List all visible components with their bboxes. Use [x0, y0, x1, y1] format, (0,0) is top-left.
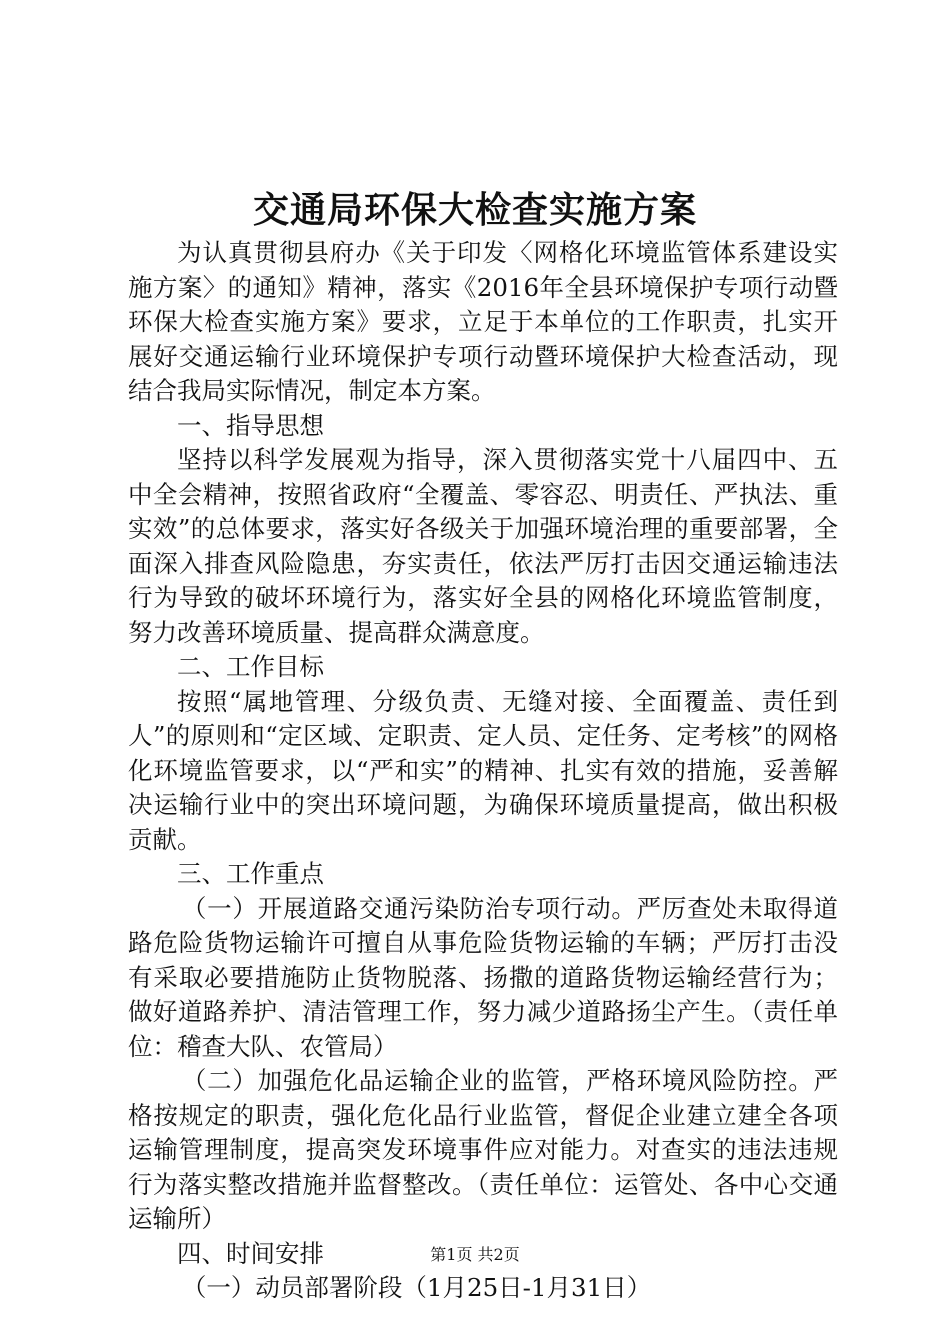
page-footer: 第1页 共2页 — [430, 1245, 520, 1264]
work-goals-paragraph: 按照“属地管理、分级负责、无缝对接、全面覆盖、责任到人”的原则和“定区域、定职责、定人员、定任务、定考核”的网格化环境监管要求，以“严和实”的精神、扎实有效的措施，妥善解决运输行业中的突出环境问题，为确保环境质量提高，做出积极贡献。 — [128, 686, 838, 854]
document-title: 交通局环保大检查实施方案 — [252, 189, 697, 231]
document-body — [128, 236, 838, 1306]
section-heading-schedule: 四、时间安排 — [177, 1238, 324, 1268]
schedule-item-1: （一）动员部署阶段（1月25日-1月31日） — [181, 1273, 652, 1302]
work-focus-item-1: （一）开展道路交通污染防治专项行动。严厉查处未取得道路危险货物运输许可擅自从事危险货物运输的车辆；严厉打击没有采取必要措施防止货物脱落、扬撒的道路货物运输经营行为；做好道路养护、清洁管理工作，努力减少道路扬尘产生。（责任单位：稽查大队、农管局） — [128, 893, 838, 1061]
guiding-ideology-paragraph: 坚持以科学发展观为指导，深入贯彻落实党十八届四中、五中全会精神，按照省政府“全覆盖、零容忍、明责任、严执法、重实效”的总体要求，落实好各级关于加强环境治理的重要部署，全面深入排查风险隐患，夯实责任，依法严厉打击因交通运输违法行为导致的破坏环境行为，落实好全县的网格化环境监管制度，努力改善环境质量、提高群众满意度。 — [128, 445, 838, 647]
work-focus-item-2: （二）加强危化品运输企业的监管，严格环境风险防控。严格按规定的职责，强化危化品行业监管，督促企业建立建全各项运输管理制度，提高突发环境事件应对能力。对查实的违法违规行为落实整改措施并监督整改。（责任单位：运管处、各中心交通运输所） — [128, 1066, 838, 1233]
intro-paragraph: 为认真贯彻县府办《关于印发〈网格化环境监管体系建设实施方案〉的通知》精神，落实《2016年全县环境保护专项行动暨环保大检查实施方案》要求，立足于本单位的工作职责，扎实开展好交通运输行业环境保护专项行动暨环境保护大检查活动，现结合我局实际情况，制定本方案。 — [128, 238, 838, 405]
section-heading-guiding-ideology: 一、指导思想 — [177, 410, 324, 440]
section-heading-work-focus: 三、工作重点 — [177, 859, 324, 888]
section-heading-work-goals: 二、工作目标 — [177, 652, 324, 681]
